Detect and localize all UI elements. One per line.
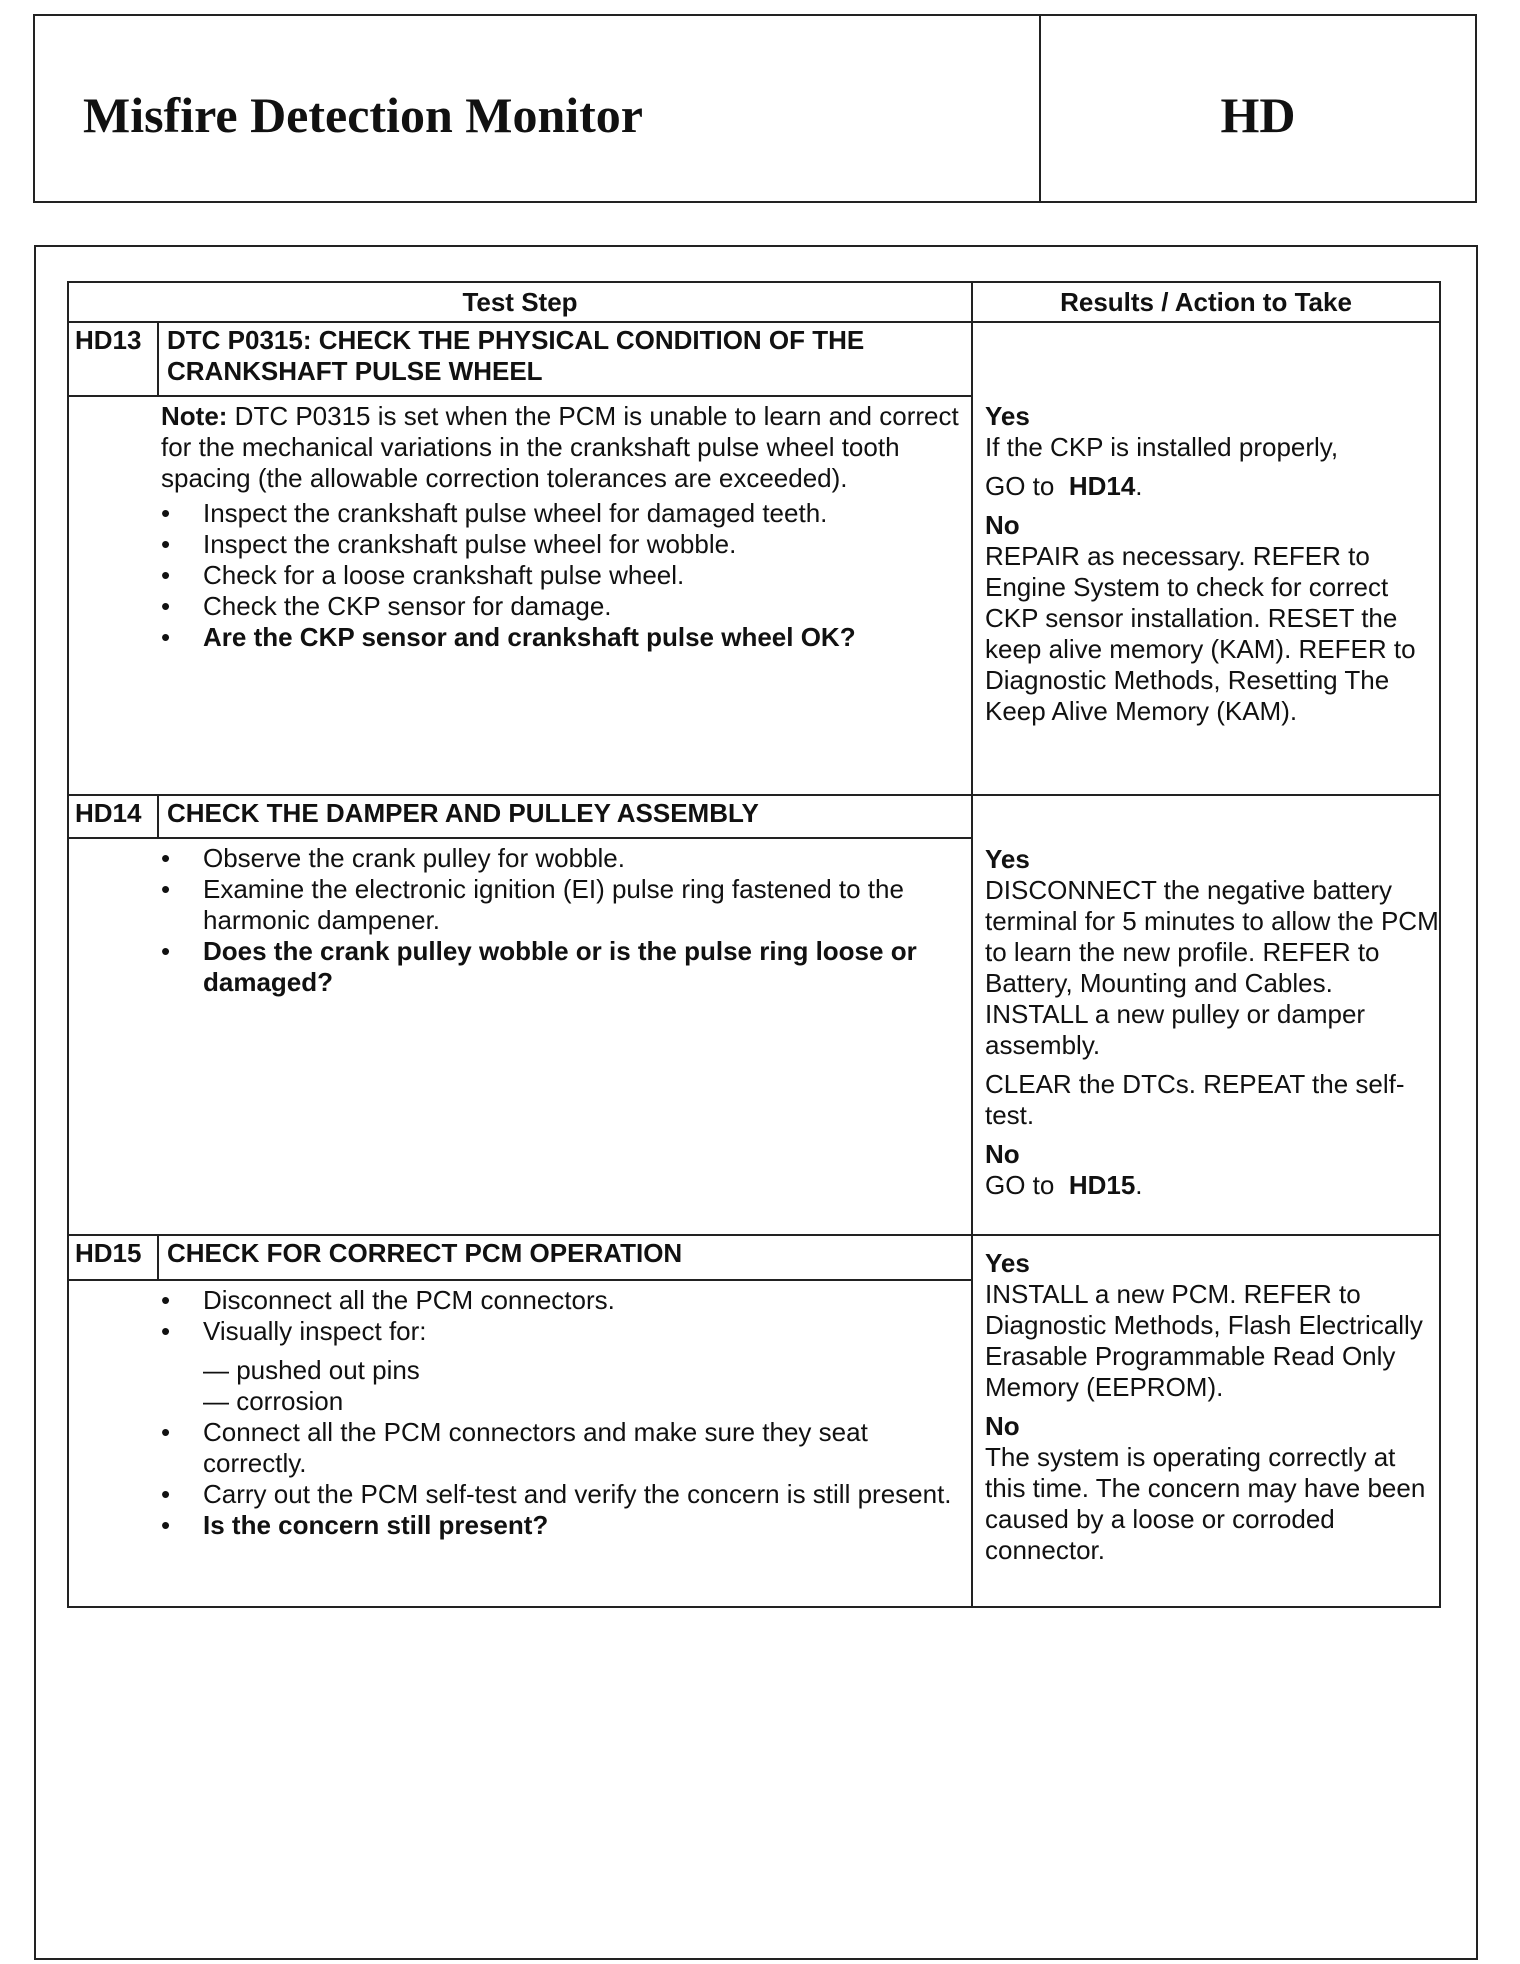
no-label: No: [985, 1411, 1020, 1441]
list-item: • Inspect the crankshaft pulse wheel for wobble.: [161, 529, 961, 560]
yes-action: INSTALL a new PCM. REFER to Diagnostic Methods, Flash Electrically Erasable Programmable Read Only Memory (EEPROM).: [985, 1279, 1423, 1402]
list-item: • Carry out the PCM self-test and verify the concern is still present.: [161, 1479, 961, 1510]
col-test-step: Test Step: [69, 283, 973, 321]
yes-action-2: CLEAR the DTCs. REPEAT the self-test.: [985, 1069, 1405, 1130]
list-item: • Examine the electronic ignition (EI) pulse ring fastened to the harmonic dampener.: [161, 874, 961, 936]
table-row: HD14 CHECK THE DAMPER AND PULLEY ASSEMBLY • Observe the crank pulley for wobble. • Examine the electronic ignition (EI) pulse ring fastened to the harmonic dampener. • Does the crank pulley wobble or is the pulse ring loose or damaged? Yes DISCONNECT the negative battery terminal for 5 minutes to allow the PCM to learn the new profile. REFER to Battery, Mounting and Cables. INSTALL a new pulley or damper assembly. CLEAR the DTCs. REPEAT the self-test. No GO to HD15.: [67, 796, 1441, 1236]
step-id: HD15: [69, 1236, 159, 1279]
list-item: • Visually inspect for:: [161, 1316, 961, 1347]
table-header: [67, 281, 1441, 323]
step-question: • Are the CKP sensor and crankshaft pulse wheel OK?: [161, 622, 961, 653]
step-question: • Is the concern still present?: [161, 1510, 961, 1541]
no-label: No: [985, 510, 1020, 540]
no-action: The system is operating correctly at this time. The concern may have been caused by a loose or corroded connector.: [985, 1442, 1426, 1565]
no-action: REPAIR as necessary. REFER to Engine System to check for correct CKP sensor installation. RESET the keep alive memory (KAM). REFER to Diagnostic Methods, Resetting The Keep Alive Memory (KAM).: [985, 541, 1416, 726]
page-header: [33, 14, 1477, 203]
sub-item: — corrosion: [203, 1386, 344, 1416]
list-item: • Check for a loose crankshaft pulse wheel.: [161, 560, 961, 591]
col-results: Results / Action to Take: [1060, 287, 1352, 317]
yes-label: Yes: [985, 401, 1030, 431]
goto-link[interactable]: HD14: [1068, 471, 1136, 501]
step-id: HD13: [69, 323, 159, 395]
step-id: HD14: [69, 796, 159, 837]
section-code: HD: [1220, 87, 1296, 143]
yes-action: DISCONNECT the negative battery terminal for 5 minutes to allow the PCM to learn the new profile. REFER to Battery, Mounting and Cables. INSTALL a new pulley or damper assembly.: [985, 875, 1439, 1060]
no-label: No: [985, 1139, 1020, 1169]
table-row: [67, 1236, 1441, 1608]
page-title: Misfire Detection Monitor: [83, 87, 643, 143]
step-title: CHECK THE DAMPER AND PULLEY ASSEMBLY: [167, 798, 759, 828]
step-title: DTC P0315: CHECK THE PHYSICAL CONDITION OF THE CRANKSHAFT PULSE WHEEL: [167, 325, 865, 386]
list-item: • Check the CKP sensor for damage.: [161, 591, 961, 622]
step-question: • Does the crank pulley wobble or is the pulse ring loose or damaged?: [161, 936, 961, 998]
test-step-table: [67, 281, 1441, 1608]
sub-item: — pushed out pins: [203, 1355, 420, 1385]
list-item: • Observe the crank pulley for wobble.: [161, 843, 961, 874]
yes-label: Yes: [985, 844, 1030, 874]
list-item: • Disconnect all the PCM connectors.: [161, 1285, 961, 1316]
list-item: • Inspect the crankshaft pulse wheel for damaged teeth.: [161, 498, 961, 529]
goto-link[interactable]: HD15: [1068, 1170, 1136, 1200]
step-note: Note: DTC P0315 is set when the PCM is unable to learn and correct for the mechanical variations in the crankshaft pulse wheel tooth spacing (the allowable correction tolerances are exceeded).: [161, 401, 959, 493]
list-item: • Connect all the PCM connectors and make sure they seat correctly.: [161, 1417, 961, 1479]
table-row: HD13 DTC P0315: CHECK THE PHYSICAL CONDITION OF THE CRANKSHAFT PULSE WHEEL Note: DTC P0315 is set when the PCM is unable to learn and correct for the mechanical variations in the crankshaft pulse wheel tooth spacing (the allowable correction tolerances are exceeded). • Inspect the crankshaft pulse wheel for damaged teeth. • Inspect the crankshaft pulse wheel for wobble. • Check for a loose crankshaft pulse wheel. • Check the CKP sensor for damage. • Are the CKP sensor and crankshaft pulse wheel OK? Yes If the CKP is installed properly, GO to HD14. No REPAIR as necessary. REFER to Engine System to check for correct CKP sensor installation. RESET the keep alive memory (KAM). REFER to Diagnostic Methods, Resetting The Keep Alive Memory (KAM).: [67, 323, 1441, 796]
step-title: CHECK FOR CORRECT PCM OPERATION: [167, 1238, 683, 1268]
yes-label: Yes: [985, 1248, 1030, 1278]
yes-action: If the CKP is installed properly,: [985, 432, 1339, 462]
